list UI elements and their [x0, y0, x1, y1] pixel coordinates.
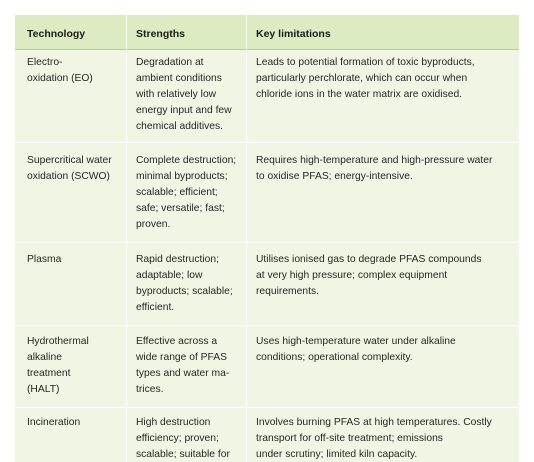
header-strengths: Strengths: [136, 28, 186, 40]
row-divider: [15, 325, 519, 326]
table-row-eo-strengths: Degradation at ambient conditions with relatively low energy input and few chemical additives.: [136, 57, 232, 132]
table-row-incineration-strengths: High destruction efficiency; proven; scalable; suitable for: [136, 417, 230, 460]
table-row-halt-strengths: Effective across a wide range of PFAS types and water ma- trices.: [136, 336, 230, 395]
table-row-incineration-technology: Incineration: [27, 417, 81, 428]
table-row-plasma-technology: Plasma: [27, 254, 62, 265]
table-row-eo-technology: Electro- oxidation (EO): [27, 57, 93, 84]
table-row-plasma-limitations: Utilises ionised gas to degrade PFAS compounds at very high pressure; complex equipment requirements.: [256, 254, 482, 297]
row-divider: [15, 407, 519, 408]
table-row-incineration-limitations: Involves burning PFAS at high temperatures. Costly transport for off-site treatment; emissions under scrutiny; limited kiln capacity.: [256, 417, 492, 460]
header-key-limitations: Key limitations: [256, 28, 331, 40]
header-technology: Technology: [27, 28, 86, 40]
table-row-eo-limitations: Leads to potential formation of toxic byproducts, particularly perchlorate, which can occur when chloride ions in the water matrix are oxidised.: [256, 57, 475, 100]
table-row-halt-limitations: Uses high-temperature water under alkaline conditions; operational complexity.: [256, 336, 456, 363]
table-row-plasma-strengths: Rapid destruction; adaptable; low byproducts; scalable; efficient.: [136, 254, 233, 313]
table-row-scwo-technology: Supercritical water oxidation (SCWO): [27, 155, 112, 182]
table-header: [15, 15, 519, 50]
table-row-scwo-limitations: Requires high-temperature and high-pressure water to oxidise PFAS; energy-intensive.: [256, 155, 493, 182]
row-divider: [15, 242, 519, 243]
pfas-technology-table: [15, 15, 519, 462]
table-row-halt-technology: Hydrothermal alkaline treatment (HALT): [27, 336, 89, 395]
table-row-scwo-strengths: Complete destruction; minimal byproducts; scalable; efficient; safe; versatile; fast; proven.: [136, 155, 237, 230]
row-divider: [15, 142, 519, 143]
